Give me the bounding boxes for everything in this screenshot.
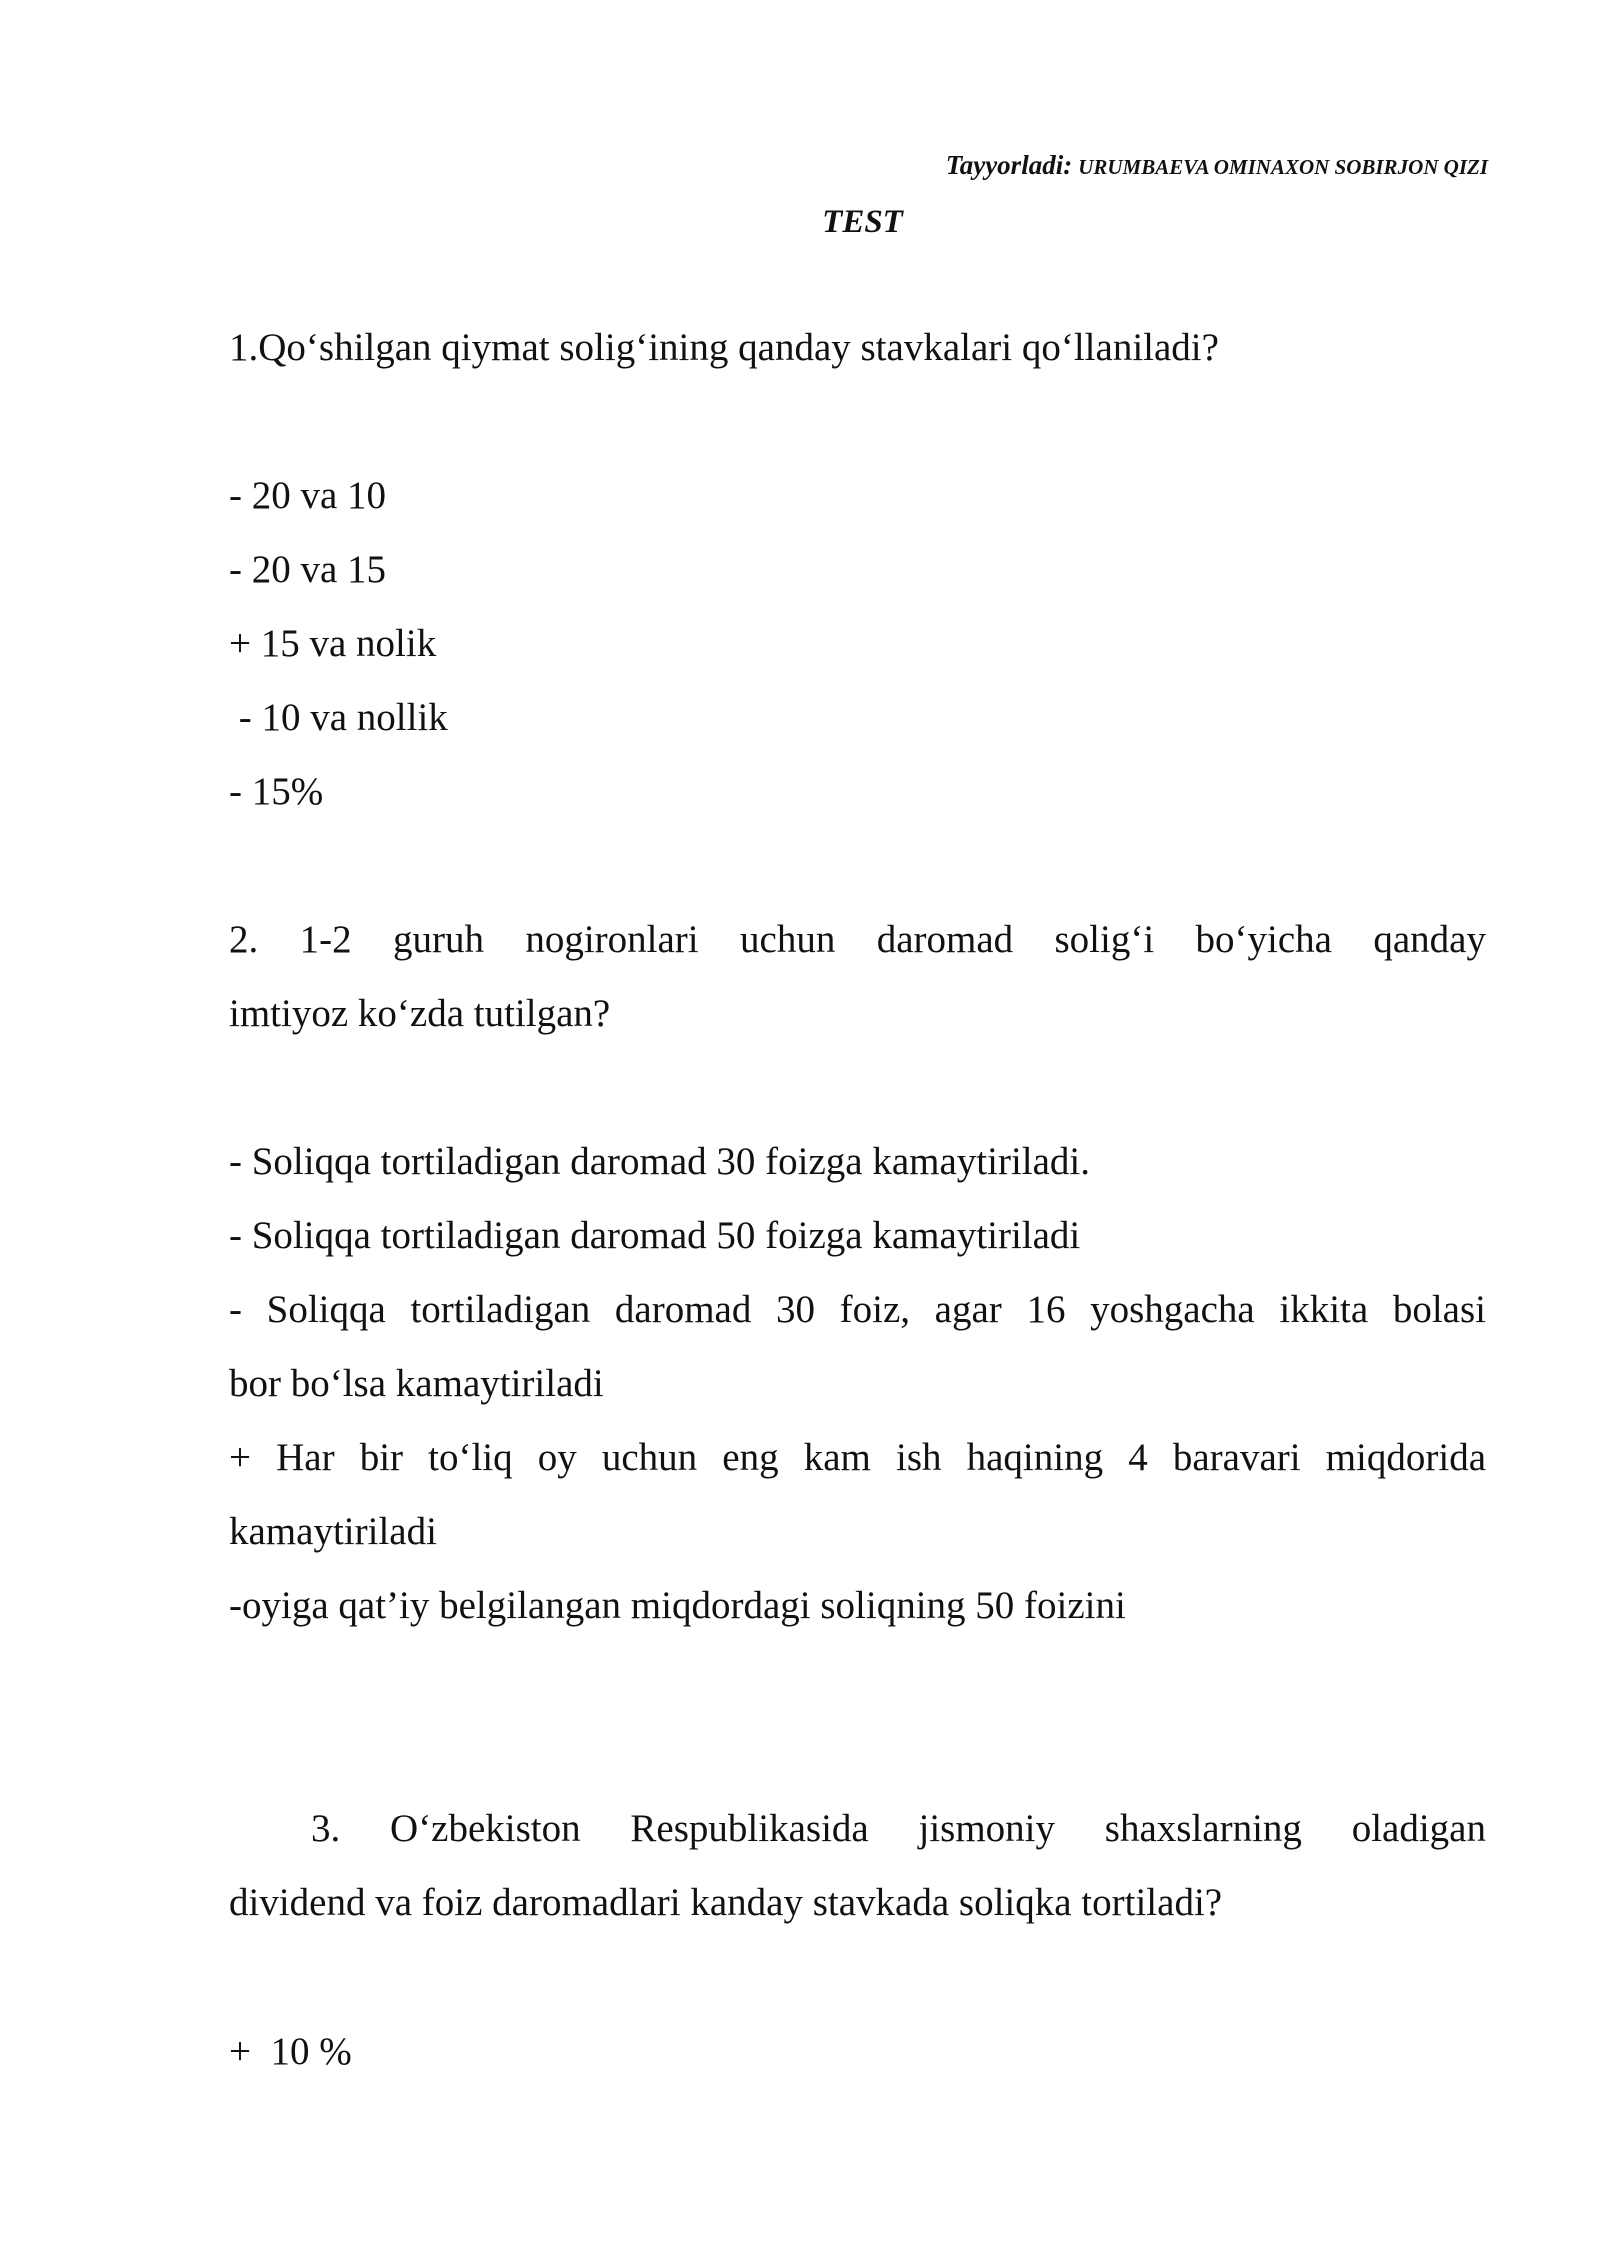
question-2-option: + Har bir to‘liq oy uchun eng kam ish haqining 4 baravari miqdorida [229,1436,1486,1479]
question-3-text-continued: dividend va foiz daromadlari kanday stavkada soliqka tortiladi? [229,1881,1223,1924]
question-2-option-continued: kamaytiriladi [229,1510,437,1553]
author-label: Tayyorladi: [945,150,1073,180]
question-2-option: - Soliqqa tortiladigan daromad 30 foizga kamaytiriladi. [229,1140,1091,1183]
question-3-option: + 10 % [229,2030,352,2073]
question-2-option: -oyiga qat’iy belgilangan miqdordagi soliqning 50 foizini [229,1584,1126,1627]
question-1-option: - 20 va 10 [229,474,387,517]
question-2-option-continued: bor bo‘lsa kamaytiriladi [229,1362,604,1405]
question-2-text-continued: imtiyoz ko‘zda tutilgan? [229,992,611,1035]
author-line [946,150,1488,181]
question-2-option: - Soliqqa tortiladigan daromad 50 foizga kamaytiriladi [229,1214,1081,1257]
question-1-option: - 10 va nollik [229,696,448,739]
author-name: URUMBAEVA OMINAXON SOBIRJON QIZI [1078,155,1488,179]
question-3-text: 3. O‘zbekiston Respublikasida jismoniy shaxslarning oladigan [311,1807,1486,1850]
question-1-option: - 15% [229,770,324,813]
question-2-option: - Soliqqa tortiladigan daromad 30 foiz, agar 16 yoshgacha ikkita bolasi [229,1288,1486,1331]
question-2-text: 2. 1-2 guruh nogironlari uchun daromad solig‘i bo‘yicha qanday [229,918,1486,961]
question-1-text: 1.Qo‘shilgan qiymat solig‘ining qanday stavkalari qo‘llaniladi? [229,326,1219,369]
question-1-option: + 15 va nolik [229,622,437,665]
document-title: TEST [822,204,903,240]
question-1-option: - 20 va 15 [229,548,387,591]
